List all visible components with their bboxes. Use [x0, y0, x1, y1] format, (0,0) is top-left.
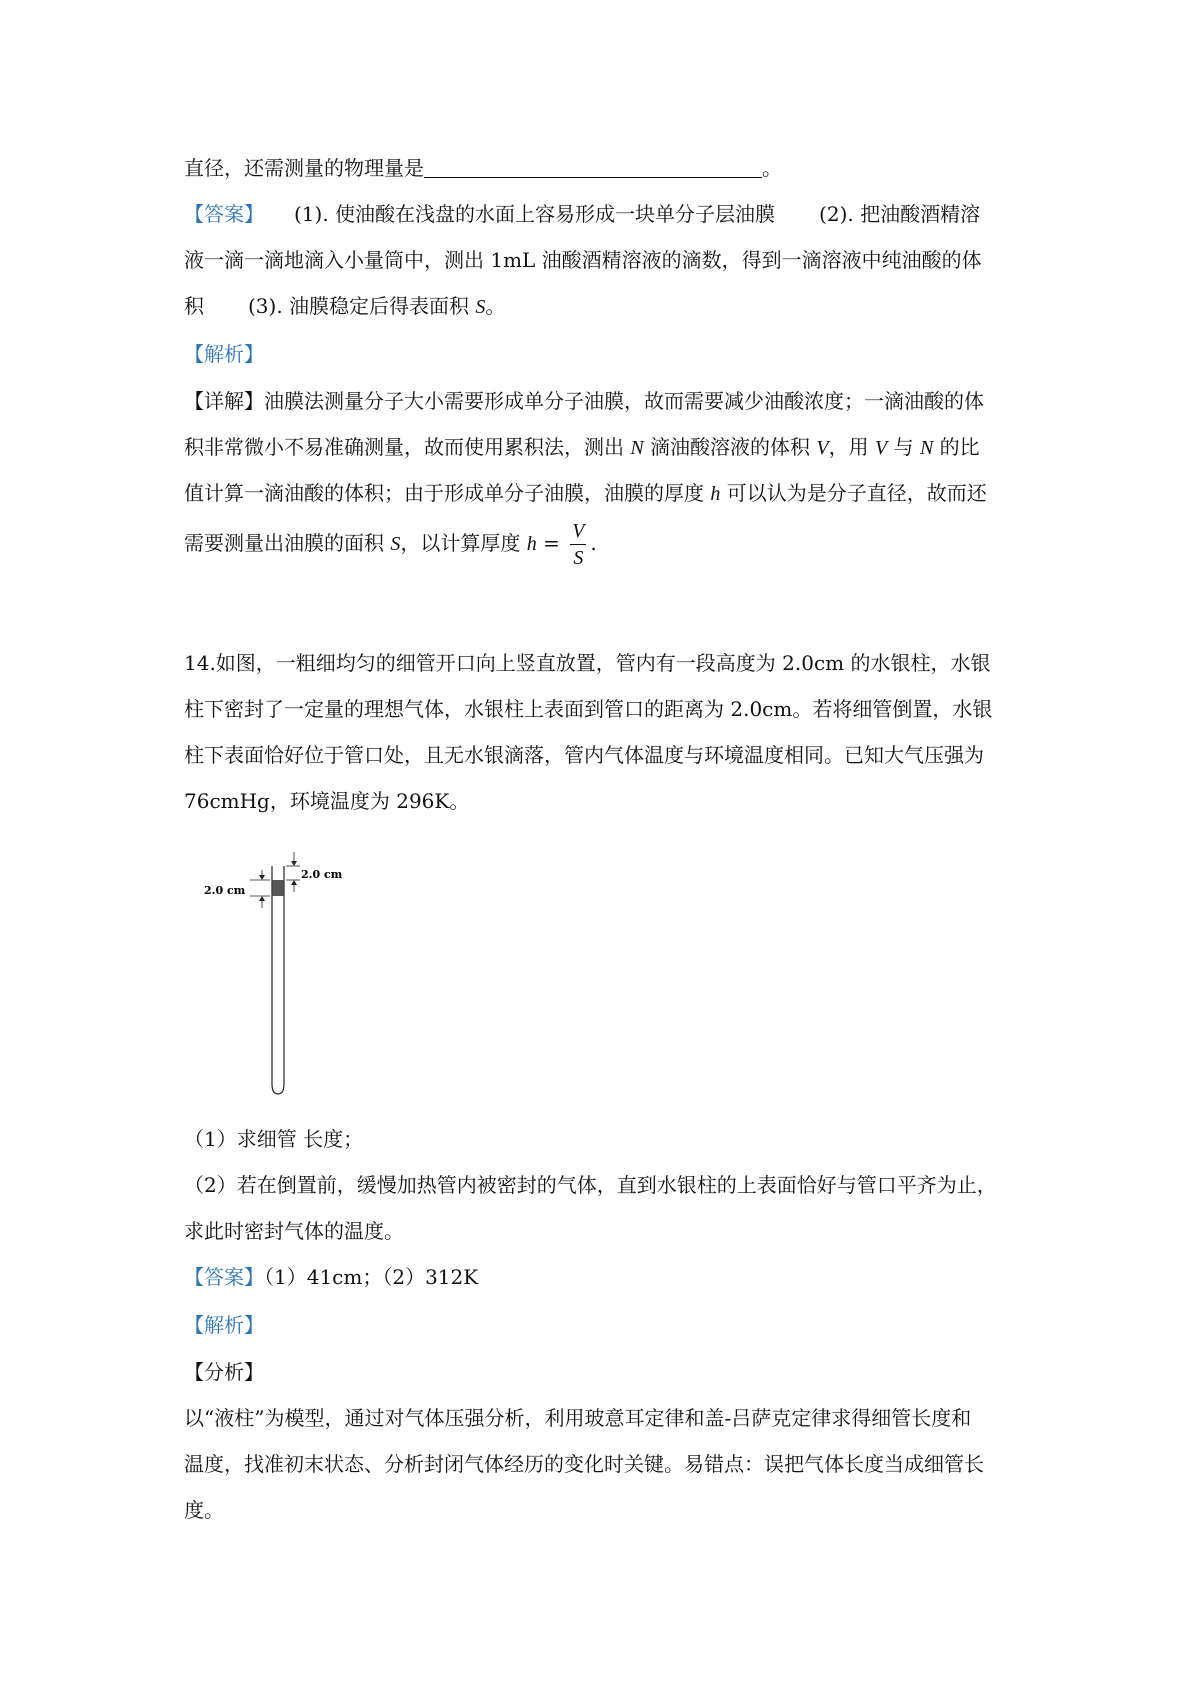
answer-tag: 【答案】: [184, 202, 264, 226]
q14-answer-line: [184, 1264, 478, 1290]
q14-question-line-3: 柱下表面恰好位于管口处，且无水银滴落，管内气体温度与环境温度相同。已知大气压强为: [184, 743, 984, 767]
tube-outline: [272, 866, 284, 1094]
mercury-column: [273, 880, 284, 896]
q14-subquestion-2-line-2: 求此时密封气体的温度。: [184, 1219, 404, 1243]
q13-line-1: 直径，还需测量的物理量是 。: [184, 156, 782, 180]
q13-answer-line-1: [184, 201, 980, 227]
analysis-tag: 【解析】: [184, 342, 264, 366]
q14-subquestion-2-line-1: （2）若在倒置前，缓慢加热管内被密封的气体，直到水银柱的上表面恰好与管口平齐为止，: [184, 1173, 997, 1197]
tube-diagram: [200, 836, 360, 1096]
q14-question-line-4: 76cmHg，环境温度为 296K。: [184, 789, 470, 813]
q13-detail-line-3: 值计算一滴油酸的体积；由于形成单分子油膜，油膜的厚度 h 可以认为是分子直径，故而还: [184, 481, 987, 505]
thickness-fraction: $\frac{V}{S}$: [572, 520, 585, 569]
fenxi-tag: 【分析】: [184, 1360, 264, 1384]
q14-fenxi-line-3: 度。: [184, 1498, 224, 1522]
answer-part-1: (1). 使油酸在浅盘的水面上容易形成一块单分子层油膜: [294, 202, 776, 226]
q14-fenxi-line-2: 温度，找准初末状态、分析封闭气体经历的变化时关键。易错点：误把气体长度当成细管长: [184, 1452, 984, 1476]
analysis-tag: 【解析】: [184, 1313, 264, 1337]
q13-answer-line-3: 积 (3). 油膜稳定后得表面积 S。: [184, 294, 506, 318]
q13-detail-line-1: 【详解】油膜法测量分子大小需要形成单分子油膜，故而需要减少油酸浓度；一滴油酸的体: [184, 389, 984, 413]
q13-detail-line-4: 需要测量出油膜的面积 S，以计算厚度 h = $\frac{V}{S}$ .: [184, 520, 597, 569]
answer-part-3: (3). 油膜稳定后得表面积: [248, 294, 470, 318]
answer-part-2: (2). 把油酸酒精溶: [819, 202, 981, 226]
q14-question-line-2: 柱下密封了一定量的理想气体，水银柱上表面到管口的距离为 2.0cm。若将细管倒置，水银: [184, 697, 993, 721]
answer-tag: 【答案】: [184, 1265, 264, 1289]
q13-question-text: 直径，还需测量的物理量是: [184, 156, 424, 180]
fig-label-right: 2.0 cm: [301, 868, 343, 881]
q14-fenxi-line-1: 以“液柱”为模型，通过对气体压强分析，利用玻意耳定律和盖-吕萨克定律求得细管长度和: [184, 1406, 972, 1430]
answer-text: （1）41cm；（2）312K: [264, 1265, 479, 1289]
detail-tag: 【详解】: [184, 389, 264, 413]
q14-subquestion-1: （1）求细管 长度；: [184, 1127, 364, 1151]
fig-label-left: 2.0 cm: [204, 884, 246, 897]
q13-answer-line-2: 液一滴一滴地滴入小量筒中，测出 1mL 油酸酒精溶液的滴数，得到一滴溶液中纯油酸的体: [184, 248, 982, 272]
q13-detail-line-2: 积非常微小不易准确测量，故而使用累积法，测出 N 滴油酸溶液的体积 V，用 V 与 N 的比: [184, 435, 980, 459]
q14-question-line-1: 14.如图，一粗细均匀的细管开口向上竖直放置，管内有一段高度为 2.0cm 的水银柱，水银: [184, 651, 991, 675]
answer-blank: [424, 157, 762, 178]
